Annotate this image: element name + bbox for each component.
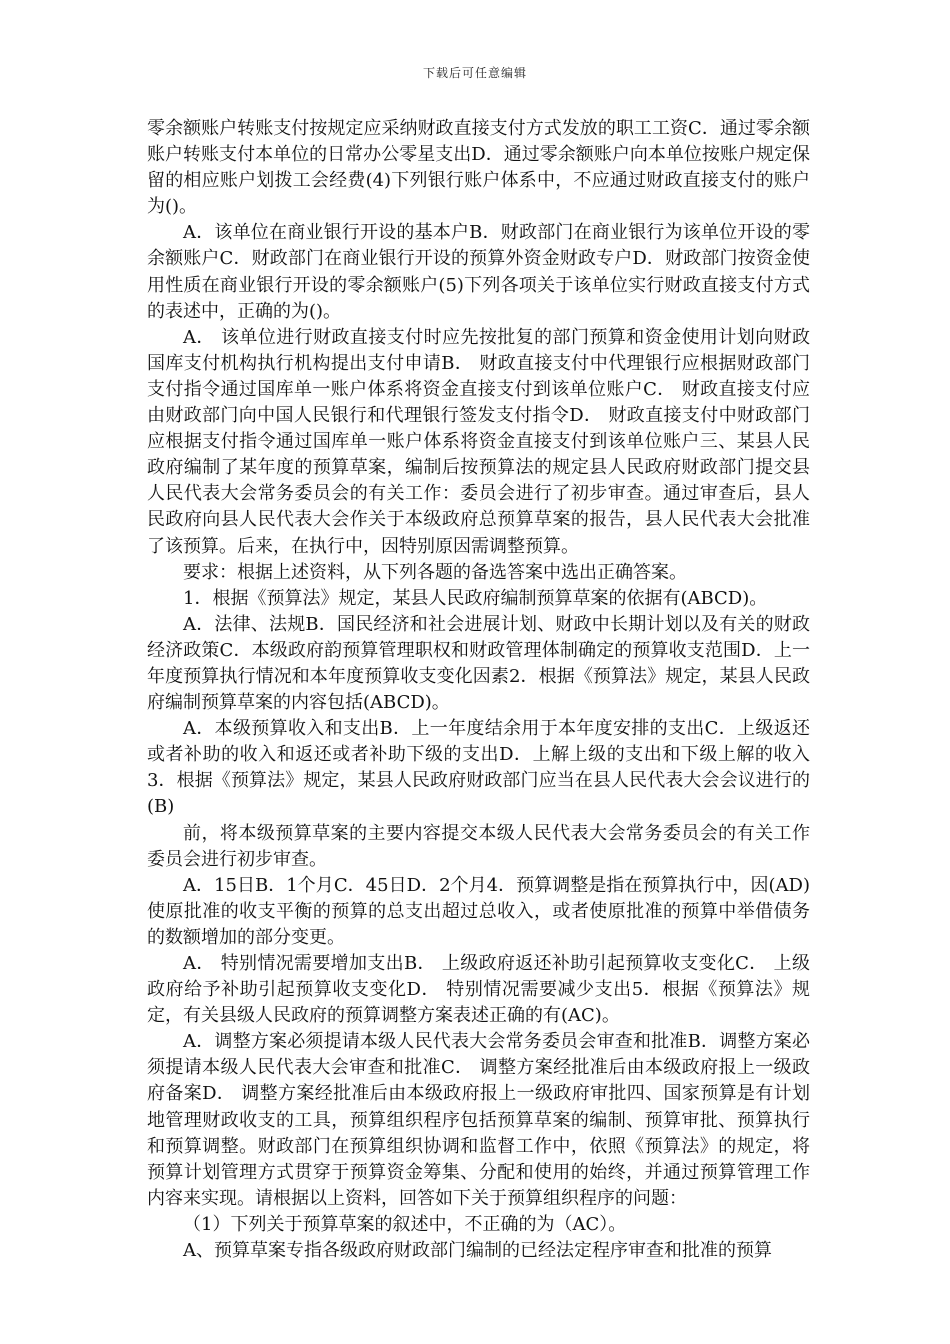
paragraph: A．本级预算收入和支出B．上一年度结余用于本年度安排的支出C．上级返还或者补助的收入和返还或者补助下级的支出D．上解上级的支出和下级上解的收入3．根据《预算法》规定，某县人民政府财政部门应当在县人民代表大会会议进行的(B) bbox=[147, 718, 810, 818]
paragraph: A． 特别情况需要增加支出B． 上级政府返还补助引起预算收支变化C． 上级政府给予补助引起预算收支变化D． 特别情况需要减少支出5．根据《预算法》规定，有关县级人民政府的预算调整方案表述正确的有(AC)。 bbox=[147, 953, 810, 1027]
paragraph: A、预算草案专指各级政府财政部门编制的已经法定程序审查和批准的预算 bbox=[183, 1240, 772, 1262]
paragraph: （1）下列关于预算草案的叙述中，不正确的为（AC）。 bbox=[183, 1213, 627, 1235]
paragraph: 前，将本级预算草案的主要内容提交本级人民代表大会常务委员会的有关工作委员会进行初步审查。 bbox=[147, 822, 810, 870]
paragraph: A．调整方案必须提请本级人民代表大会常务委员会审查和批准B．调整方案必须提请本级人民代表大会审查和批准C． 调整方案经批准后由本级政府报上一级政府备案D． 调整方案经批准后由本级政府报上一级政府审批四、国家预算是有计划地管理财政收支的工具，预算组织程序包括预算草案的编制、预算审批、预算执行和预算调整。财政部门在预算组织协调和监督工作中，依照《预算法》的规定，将预算计划管理方式贯穿于预算资金筹集、分配和使用的始终，并通过预算管理工作内容来实现。请根据以上资料，回答如下关于预算组织程序的问题： bbox=[147, 1031, 810, 1209]
page-header-note: 下载后可任意编辑 bbox=[422, 66, 527, 80]
paragraph: A．法律、法规B．国民经济和社会进展计划、财政中长期计划以及有关的财政经济政策C．本级政府韵预算管理职权和财政管理体制确定的预算收支范围D．上一年度预算执行情况和本年度预算收支变化因素2．根据《预算法》规定，某县人民政府编制预算草案的内容包括(ABCD)。 bbox=[147, 613, 810, 714]
paragraph: 要求：根据上述资料，从下列各题的备选答案中选出正确答案。 bbox=[183, 561, 687, 583]
document-body bbox=[147, 116, 810, 1264]
paragraph: 零余额账户转账支付按规定应采纳财政直接支付方式发放的职工工资C．通过零余额账户转账支付本单位的日常办公零星支出D．通过零余额账户向本单位按账户规定保留的相应账户划拨工会经费(4)下列银行账户体系中，不应通过财政直接支付的账户为()。 bbox=[147, 118, 810, 218]
paragraph: A． 该单位进行财政直接支付时应先按批复的部门预算和资金使用计划向财政国库支付机构执行机构提出支付申请B． 财政直接支付中代理银行应根据财政部门支付指令通过国库单一账户体系将资金直接支付到该单位账户C． 财政直接支付应由财政部门向中国人民银行和代理银行签发支付指令D． 财政直接支付中财政部门应根据支付指令通过国库单一账户体系将资金直接支付到该单位账户三、某县人民政府编制了某年度的预算草案，编制后按预算法的规定县人民政府财政部门提交县人民代表大会常务委员会的有关工作：委员会进行了初步审查。通过审查后，县人民政府向县人民代表大会作关于本级政府总预算草案的报告，县人民代表大会批准了该预算。后来，在执行中，因特别原因需调整预算。 bbox=[147, 326, 810, 557]
paragraph: A．15日B．1个月C．45日D．2个月4．预算调整是指在预算执行中，因(AD)使原批准的收支平衡的预算的总支出超过总收入，或者使原批准的预算中举借债务的数额增加的部分变更。 bbox=[147, 874, 810, 948]
paragraph: 1．根据《预算法》规定，某县人民政府编制预算草案的依据有(ABCD)。 bbox=[183, 587, 768, 609]
paragraph: A．该单位在商业银行开设的基本户B．财政部门在商业银行为该单位开设的零余额账户C．财政部门在商业银行开设的预算外资金财政专户D．财政部门按资金使用性质在商业银行开设的零余额账户(5)下列各项关于该单位实行财政直接支付方式的表述中，正确的为()。 bbox=[147, 222, 810, 322]
